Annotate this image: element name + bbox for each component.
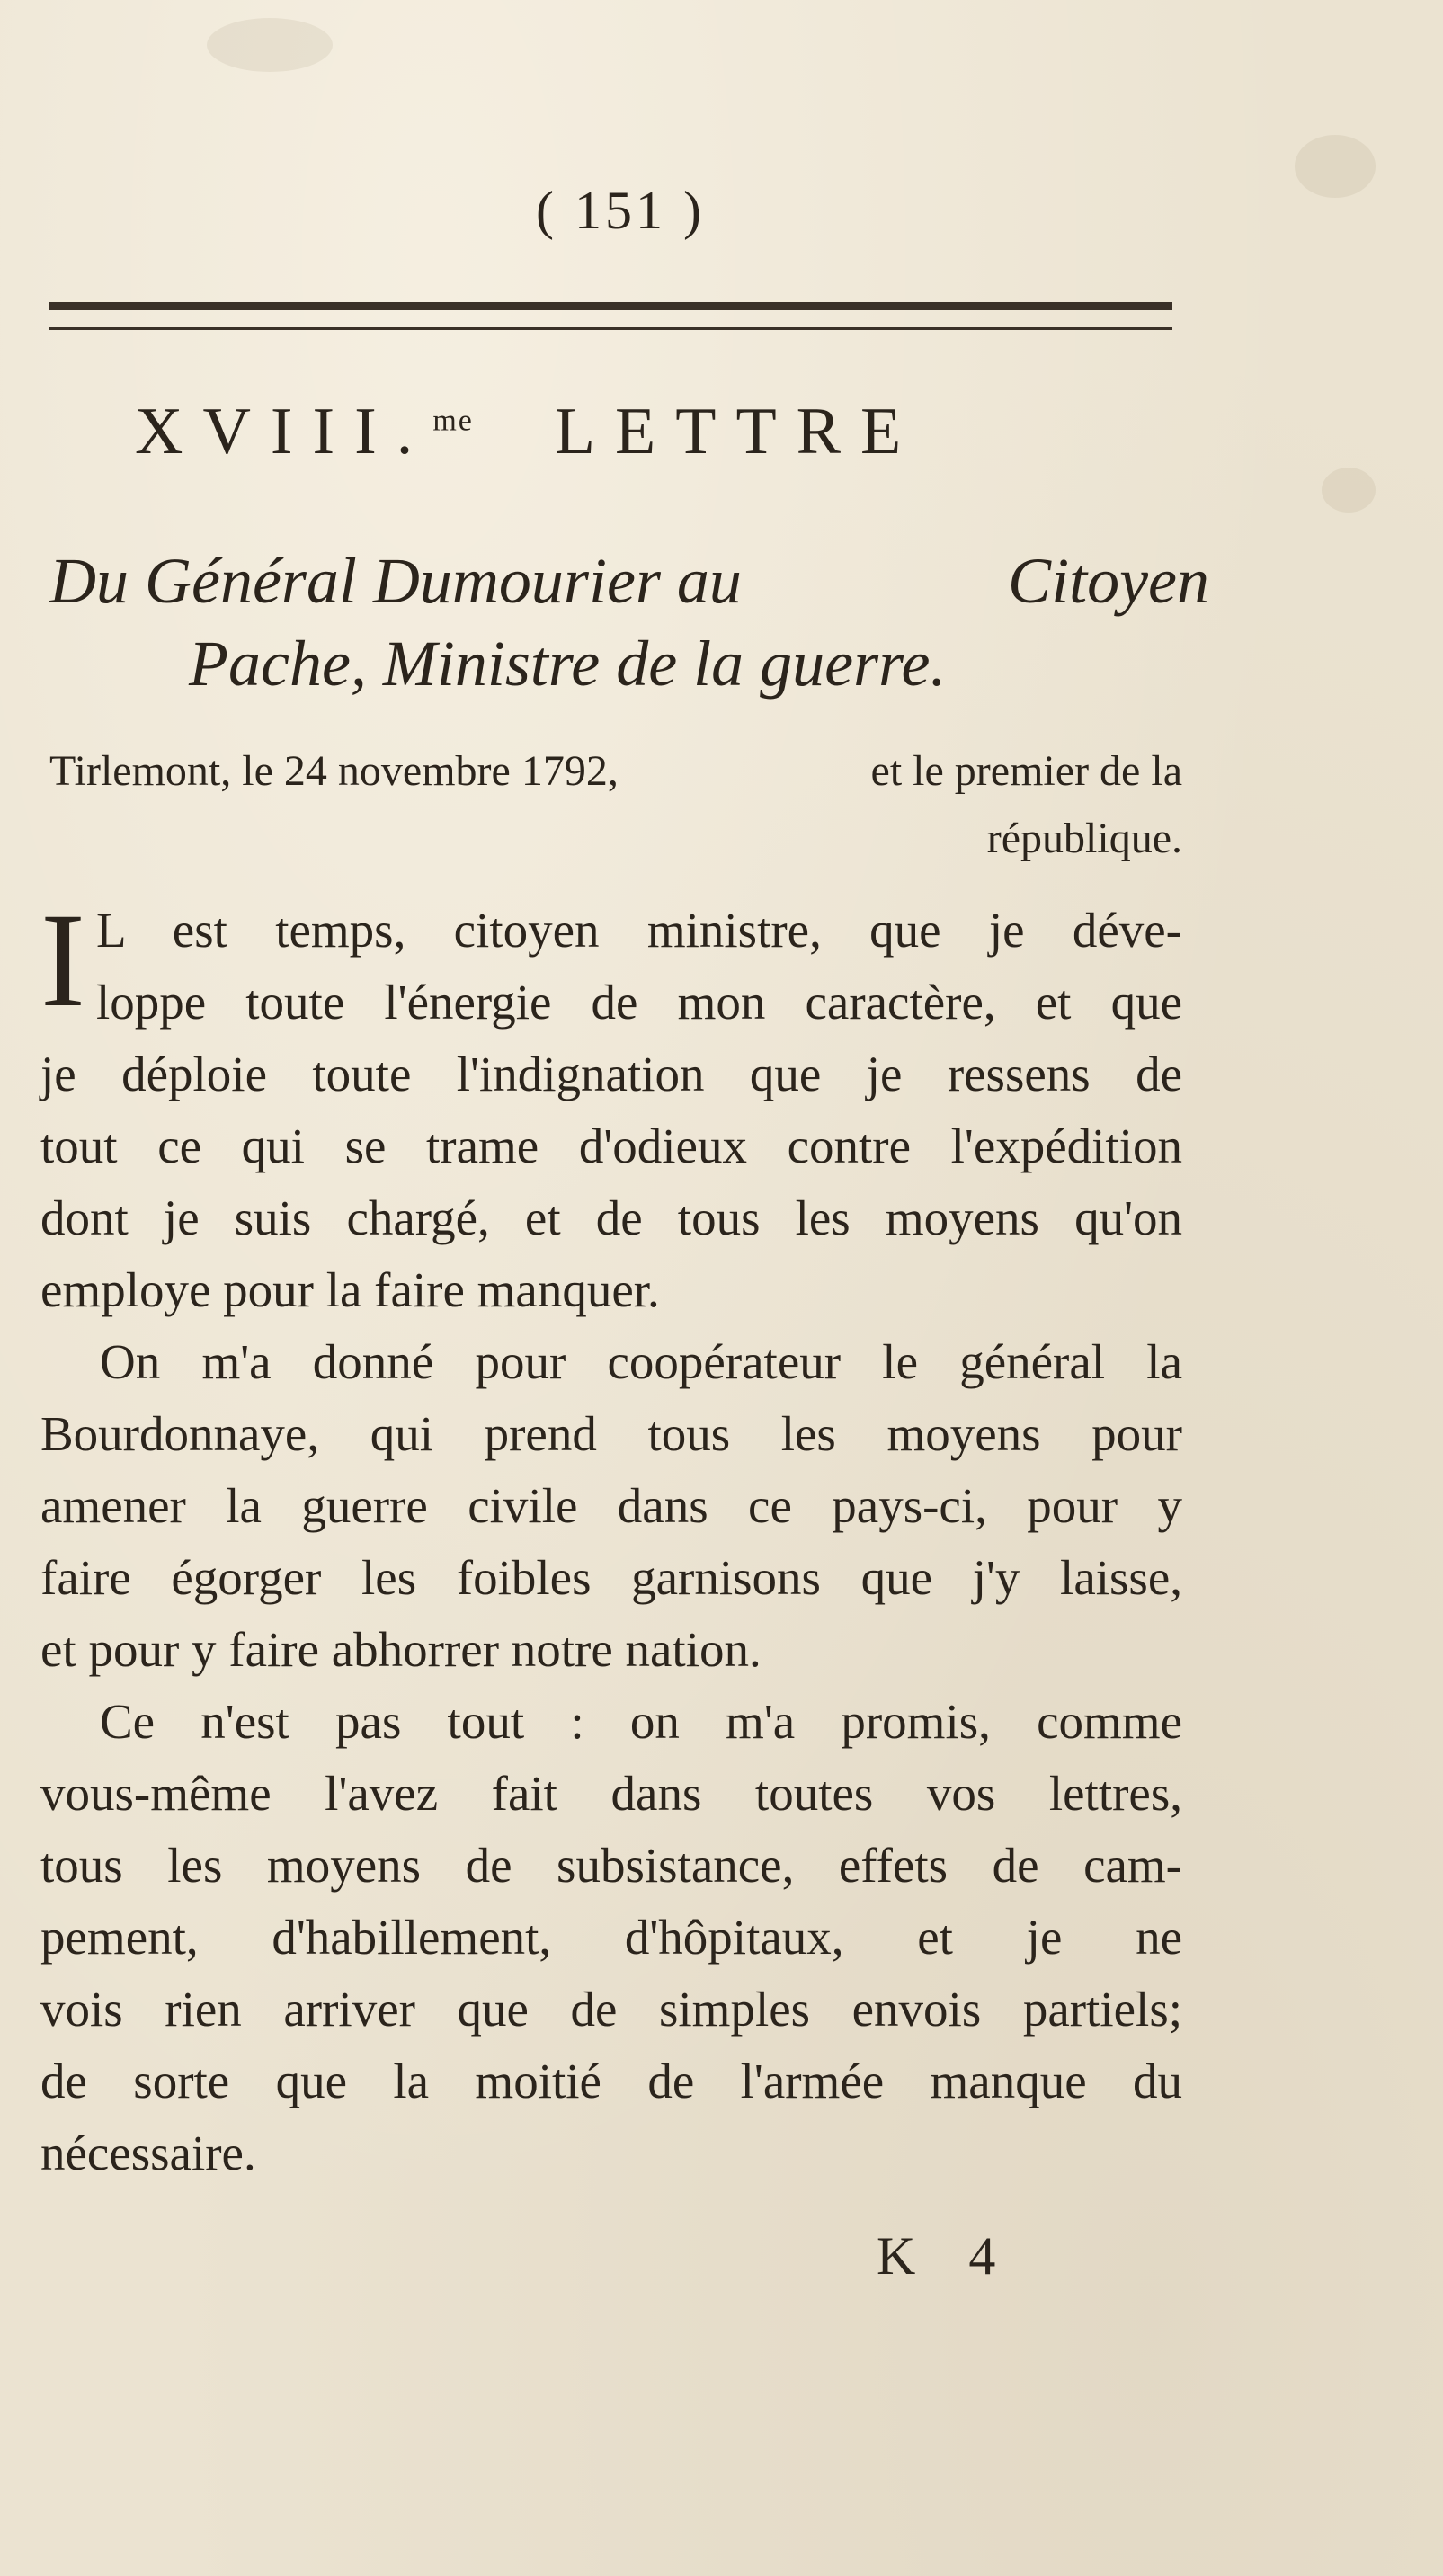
drop-cap: I: [40, 886, 85, 1035]
subtitle-text: Citoyen: [1008, 545, 1209, 617]
body-line: pement, d'habillement, d'hôpitaux, et je ne: [40, 1910, 1182, 1965]
body-line: Bourdonnaye, qui prend tous les moyens pour: [40, 1406, 1182, 1461]
page-number: ( 151 ): [536, 181, 705, 240]
heading-number: XVIII.$^{me}$: [135, 395, 474, 468]
body-line: employe pour la faire manquer.: [40, 1262, 660, 1317]
heading-word: LETTRE: [554, 395, 922, 468]
body-line: nécessaire.: [40, 2126, 256, 2180]
dateline-text: Tirlemont, le 24 novembre 1792,: [49, 747, 619, 795]
body-line: On m'a donné pour coopérateur le général la: [100, 1334, 1182, 1389]
body-line: tous les moyens de subsistance, effets de cam-: [40, 1838, 1182, 1893]
body-line: dont je suis chargé, et de tous les moyens qu'on: [40, 1190, 1182, 1245]
body-line: loppe toute l'énergie de mon caractère, et que: [95, 975, 1182, 1030]
dateline-continuation: république.: [986, 815, 1182, 862]
subtitle-text: Du Général Dumourier au: [49, 545, 742, 617]
body-line: amener la guerre civile dans ce pays-ci, pour y: [40, 1478, 1182, 1533]
dateline: [49, 746, 1182, 796]
body-line: je déploie toute l'indignation que je ressens de: [40, 1047, 1182, 1101]
subtitle-line-1: [49, 539, 1209, 622]
paper-stain: [1295, 135, 1376, 198]
body-line: vous-même l'avez fait dans toutes vos lettres,: [40, 1766, 1182, 1821]
body-line: de sorte que la moitié de l'armée manque du: [40, 2054, 1182, 2108]
signature-mark: K 4: [877, 2226, 1016, 2286]
header-rule-thick: [49, 302, 1172, 310]
heading-superscript: me: [432, 404, 474, 438]
letter-body: [40, 886, 1182, 2189]
body-line: vois rien arriver que de simples envois partiels;: [40, 1982, 1182, 2037]
subtitle-line-2: Pache, Ministre de la guerre.: [189, 628, 947, 700]
letter-heading: [135, 394, 1124, 470]
body-line: faire égorger les foibles garnisons que j'y laisse,: [40, 1550, 1182, 1605]
paper-stain: [1322, 468, 1376, 513]
body-line: Ce n'est pas tout : on m'a promis, comme: [100, 1694, 1182, 1749]
header-rule-thin: [49, 327, 1172, 330]
body-line: et pour y faire abhorrer notre nation.: [40, 1622, 762, 1677]
body-line: tout ce qui se trame d'odieux contre l'expédition: [40, 1119, 1182, 1173]
body-line: L est temps, citoyen ministre, que je déve-: [95, 903, 1182, 958]
paper-stain: [207, 18, 333, 72]
dateline-text: et le premier de la: [870, 747, 1182, 795]
